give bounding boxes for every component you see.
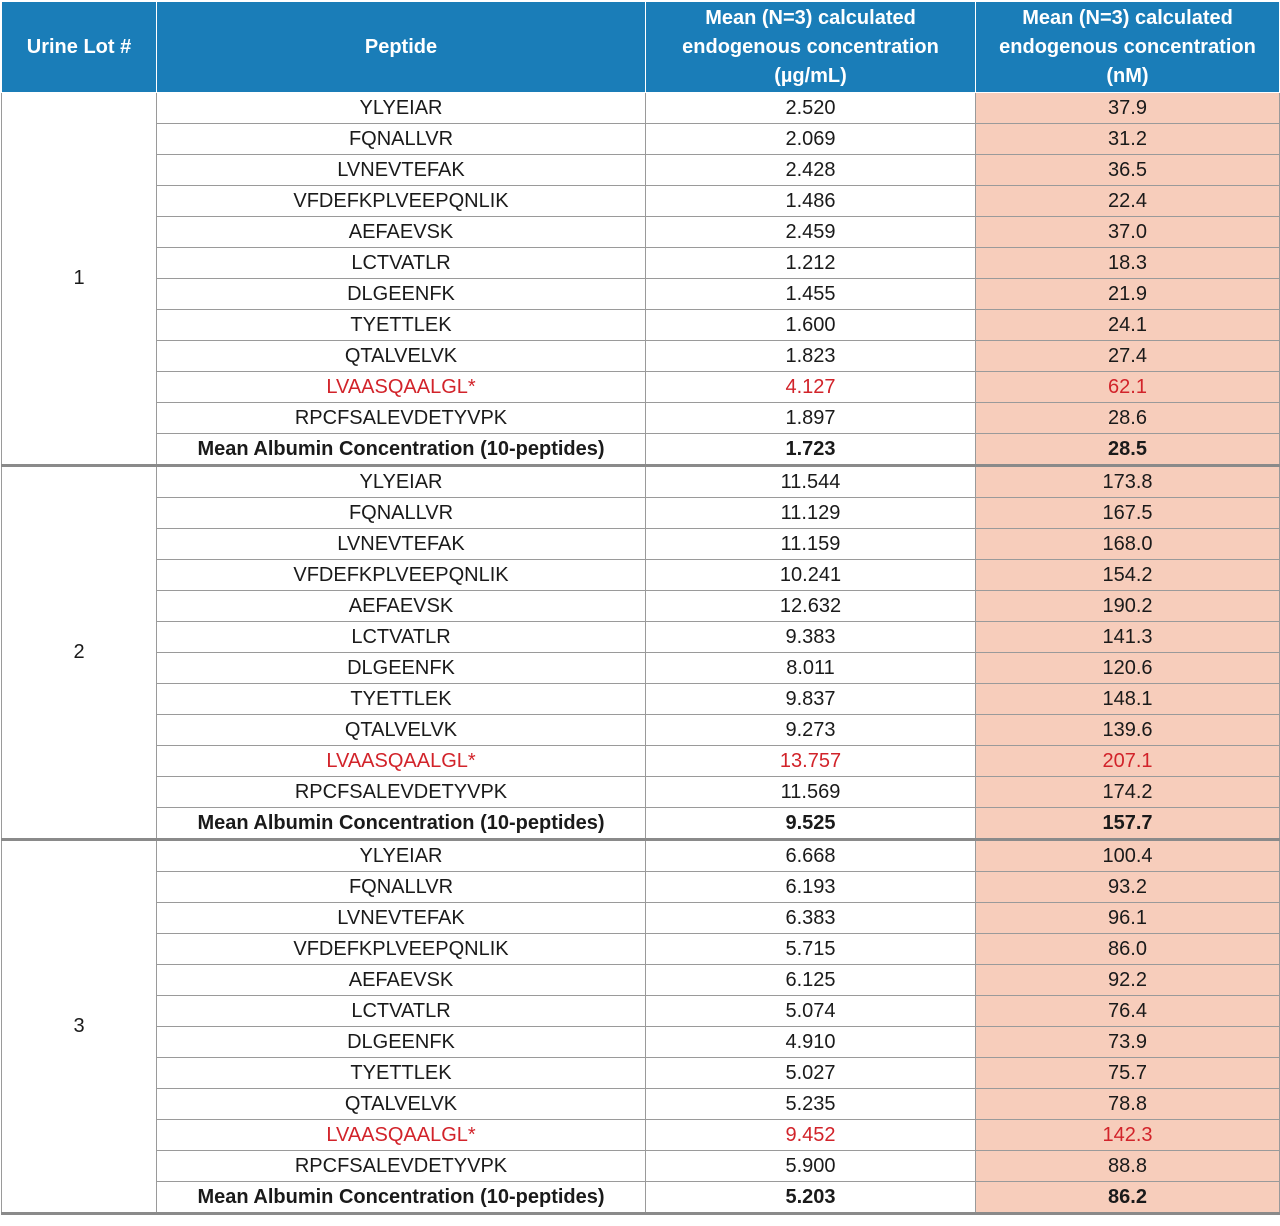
concentration-ug-cell: 9.273 (646, 715, 976, 746)
header-urine-lot: Urine Lot # (2, 2, 157, 93)
peptide-cell: FQNALLVR (157, 124, 646, 155)
concentration-nm-cell: 88.8 (976, 1151, 1280, 1182)
peptide-cell: YLYEIAR (157, 840, 646, 872)
concentration-nm-cell: 207.1 (976, 746, 1280, 777)
table-row-flagged (2, 372, 1280, 403)
table-row (2, 1089, 1280, 1120)
table-row (2, 684, 1280, 715)
concentration-nm-cell: 142.3 (976, 1120, 1280, 1151)
concentration-nm-cell: 139.6 (976, 715, 1280, 746)
mean-concentration-nm-cell: 157.7 (976, 808, 1280, 840)
concentration-ug-cell: 6.193 (646, 872, 976, 903)
concentration-nm-cell: 168.0 (976, 529, 1280, 560)
concentration-ug-cell: 2.069 (646, 124, 976, 155)
peptide-cell: DLGEENFK (157, 653, 646, 684)
peptide-cell: LCTVATLR (157, 622, 646, 653)
table-row (2, 466, 1280, 498)
concentration-nm-cell: 18.3 (976, 248, 1280, 279)
peptide-cell: RPCFSALEVDETYVPK (157, 1151, 646, 1182)
peptide-cell: VFDEFKPLVEEPQNLIK (157, 934, 646, 965)
urine-lot-number: 1 (2, 93, 157, 466)
concentration-nm-cell: 86.0 (976, 934, 1280, 965)
concentration-ug-cell: 1.897 (646, 403, 976, 434)
table-row (2, 903, 1280, 934)
concentration-nm-cell: 148.1 (976, 684, 1280, 715)
concentration-nm-cell: 27.4 (976, 341, 1280, 372)
concentration-ug-cell: 5.235 (646, 1089, 976, 1120)
peptide-cell: LVAASQAALGL* (157, 372, 646, 403)
concentration-ug-cell: 1.212 (646, 248, 976, 279)
table-row (2, 186, 1280, 217)
concentration-ug-cell: 6.125 (646, 965, 976, 996)
concentration-ug-cell: 8.011 (646, 653, 976, 684)
concentration-nm-cell: 21.9 (976, 279, 1280, 310)
concentration-ug-cell: 13.757 (646, 746, 976, 777)
table-row-flagged (2, 1120, 1280, 1151)
urine-lot-number: 2 (2, 466, 157, 840)
header-peptide: Peptide (157, 2, 646, 93)
header-concentration-ug-ml: Mean (N=3) calculated endogenous concentration (µg/mL) (646, 2, 976, 93)
concentration-ug-cell: 2.459 (646, 217, 976, 248)
concentration-ug-cell: 11.159 (646, 529, 976, 560)
table-row (2, 872, 1280, 903)
header-row (2, 2, 1280, 93)
table-row (2, 498, 1280, 529)
mean-albumin-label: Mean Albumin Concentration (10-peptides) (157, 434, 646, 466)
concentration-nm-cell: 37.9 (976, 93, 1280, 124)
concentration-ug-cell: 11.129 (646, 498, 976, 529)
concentration-ug-cell: 4.910 (646, 1027, 976, 1058)
mean-albumin-row (2, 1182, 1280, 1214)
concentration-ug-cell: 11.544 (646, 466, 976, 498)
concentration-ug-cell: 5.715 (646, 934, 976, 965)
table-row (2, 560, 1280, 591)
peptide-cell: LVAASQAALGL* (157, 746, 646, 777)
concentration-nm-cell: 76.4 (976, 996, 1280, 1027)
mean-concentration-nm-cell: 86.2 (976, 1182, 1280, 1214)
concentration-nm-cell: 100.4 (976, 840, 1280, 872)
concentration-nm-cell: 28.6 (976, 403, 1280, 434)
table-row (2, 217, 1280, 248)
concentration-ug-cell: 9.383 (646, 622, 976, 653)
table-row (2, 653, 1280, 684)
peptide-cell: DLGEENFK (157, 1027, 646, 1058)
mean-concentration-ug-cell: 9.525 (646, 808, 976, 840)
peptide-cell: LCTVATLR (157, 996, 646, 1027)
peptide-cell: AEFAEVSK (157, 217, 646, 248)
table-row (2, 124, 1280, 155)
peptide-cell: VFDEFKPLVEEPQNLIK (157, 560, 646, 591)
concentration-ug-cell: 2.520 (646, 93, 976, 124)
table-row (2, 279, 1280, 310)
concentration-ug-cell: 1.455 (646, 279, 976, 310)
concentration-nm-cell: 36.5 (976, 155, 1280, 186)
concentration-nm-cell: 96.1 (976, 903, 1280, 934)
urine-lot-group-1 (2, 93, 1280, 466)
peptide-cell: FQNALLVR (157, 498, 646, 529)
peptide-cell: LVNEVTEFAK (157, 529, 646, 560)
header-concentration-nm: Mean (N=3) calculated endogenous concentration (nM) (976, 2, 1280, 93)
concentration-nm-cell: 154.2 (976, 560, 1280, 591)
peptide-cell: LVAASQAALGL* (157, 1120, 646, 1151)
table-row (2, 403, 1280, 434)
peptide-cell: DLGEENFK (157, 279, 646, 310)
peptide-cell: YLYEIAR (157, 93, 646, 124)
peptide-cell: LCTVATLR (157, 248, 646, 279)
table-row (2, 529, 1280, 560)
concentration-nm-cell: 62.1 (976, 372, 1280, 403)
concentration-ug-cell: 5.027 (646, 1058, 976, 1089)
albumin-concentration-table (1, 1, 1280, 1215)
concentration-ug-cell: 11.569 (646, 777, 976, 808)
concentration-nm-cell: 174.2 (976, 777, 1280, 808)
concentration-nm-cell: 93.2 (976, 872, 1280, 903)
table-row (2, 715, 1280, 746)
peptide-cell: VFDEFKPLVEEPQNLIK (157, 186, 646, 217)
urine-lot-group-2 (2, 466, 1280, 840)
table-row (2, 1058, 1280, 1089)
mean-albumin-label: Mean Albumin Concentration (10-peptides) (157, 1182, 646, 1214)
concentration-ug-cell: 6.668 (646, 840, 976, 872)
table-row (2, 341, 1280, 372)
peptide-cell: TYETTLEK (157, 310, 646, 341)
concentration-nm-cell: 78.8 (976, 1089, 1280, 1120)
concentration-nm-cell: 120.6 (976, 653, 1280, 684)
concentration-ug-cell: 9.837 (646, 684, 976, 715)
table-row (2, 93, 1280, 124)
peptide-cell: YLYEIAR (157, 466, 646, 498)
table-header (2, 2, 1280, 93)
concentration-ug-cell: 1.486 (646, 186, 976, 217)
concentration-ug-cell: 1.823 (646, 341, 976, 372)
peptide-cell: RPCFSALEVDETYVPK (157, 403, 646, 434)
table-row (2, 1151, 1280, 1182)
mean-albumin-row (2, 808, 1280, 840)
peptide-cell: FQNALLVR (157, 872, 646, 903)
peptide-cell: TYETTLEK (157, 684, 646, 715)
concentration-nm-cell: 190.2 (976, 591, 1280, 622)
urine-lot-number: 3 (2, 840, 157, 1214)
concentration-nm-cell: 22.4 (976, 186, 1280, 217)
concentration-nm-cell: 173.8 (976, 466, 1280, 498)
peptide-cell: TYETTLEK (157, 1058, 646, 1089)
peptide-cell: QTALVELVK (157, 715, 646, 746)
concentration-ug-cell: 1.600 (646, 310, 976, 341)
table-row (2, 934, 1280, 965)
concentration-ug-cell: 2.428 (646, 155, 976, 186)
concentration-nm-cell: 75.7 (976, 1058, 1280, 1089)
peptide-cell: AEFAEVSK (157, 591, 646, 622)
mean-concentration-ug-cell: 1.723 (646, 434, 976, 466)
peptide-cell: AEFAEVSK (157, 965, 646, 996)
table-row (2, 155, 1280, 186)
concentration-nm-cell: 141.3 (976, 622, 1280, 653)
concentration-ug-cell: 4.127 (646, 372, 976, 403)
peptide-cell: QTALVELVK (157, 341, 646, 372)
mean-albumin-label: Mean Albumin Concentration (10-peptides) (157, 808, 646, 840)
table-row (2, 248, 1280, 279)
table-row (2, 1027, 1280, 1058)
peptide-cell: LVNEVTEFAK (157, 903, 646, 934)
urine-lot-group-3 (2, 840, 1280, 1214)
concentration-ug-cell: 10.241 (646, 560, 976, 591)
concentration-nm-cell: 37.0 (976, 217, 1280, 248)
concentration-ug-cell: 9.452 (646, 1120, 976, 1151)
table-row-flagged (2, 746, 1280, 777)
table-row (2, 310, 1280, 341)
concentration-ug-cell: 6.383 (646, 903, 976, 934)
concentration-ug-cell: 12.632 (646, 591, 976, 622)
table-row (2, 840, 1280, 872)
concentration-nm-cell: 92.2 (976, 965, 1280, 996)
peptide-cell: LVNEVTEFAK (157, 155, 646, 186)
mean-concentration-nm-cell: 28.5 (976, 434, 1280, 466)
peptide-cell: QTALVELVK (157, 1089, 646, 1120)
mean-albumin-row (2, 434, 1280, 466)
mean-concentration-ug-cell: 5.203 (646, 1182, 976, 1214)
table-row (2, 591, 1280, 622)
table-row (2, 965, 1280, 996)
concentration-nm-cell: 167.5 (976, 498, 1280, 529)
concentration-nm-cell: 73.9 (976, 1027, 1280, 1058)
table-row (2, 777, 1280, 808)
concentration-ug-cell: 5.900 (646, 1151, 976, 1182)
table-row (2, 996, 1280, 1027)
concentration-ug-cell: 5.074 (646, 996, 976, 1027)
concentration-nm-cell: 24.1 (976, 310, 1280, 341)
table-row (2, 622, 1280, 653)
peptide-cell: RPCFSALEVDETYVPK (157, 777, 646, 808)
concentration-nm-cell: 31.2 (976, 124, 1280, 155)
